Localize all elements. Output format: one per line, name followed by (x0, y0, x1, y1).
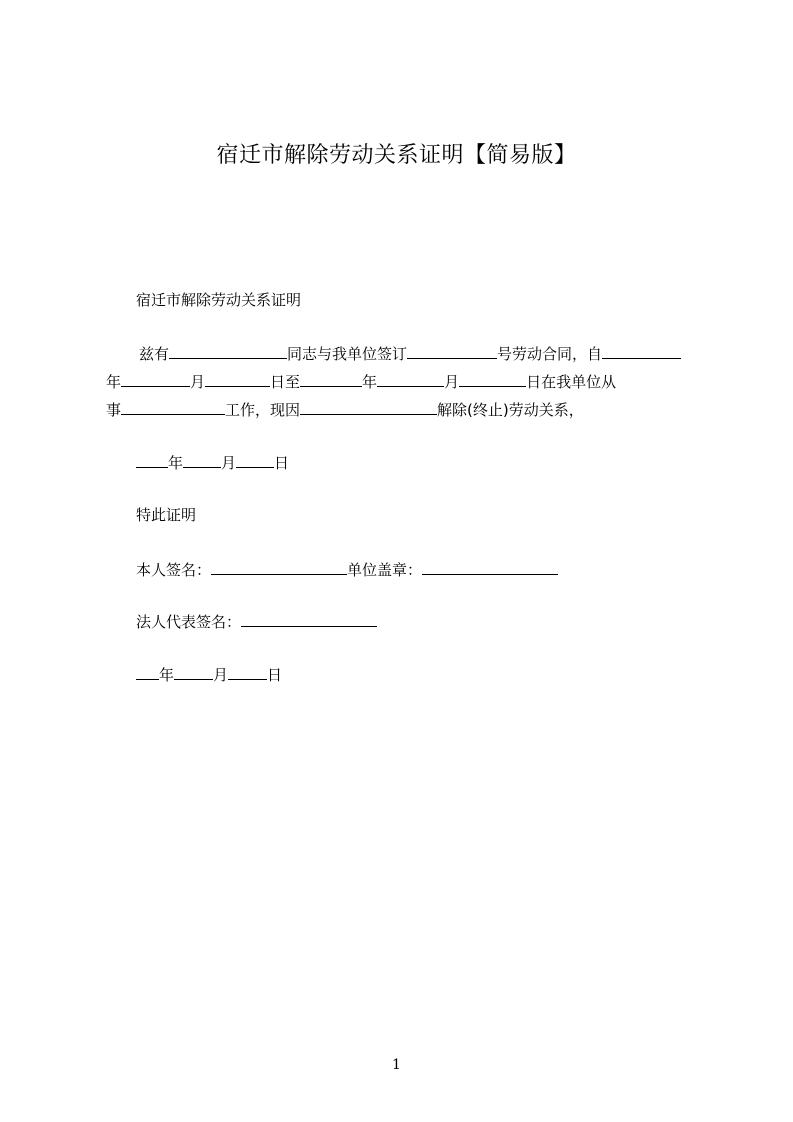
subtitle: 宿迁市解除劳动关系证明 (136, 291, 302, 309)
body-text: 事 (106, 401, 122, 419)
date-day-label: 日 (267, 666, 283, 684)
date-line-2 (136, 664, 282, 686)
body-text: 兹有 (139, 345, 170, 363)
start-year-value-blank (121, 371, 190, 387)
body-line-2 (106, 371, 616, 393)
date-line-1 (136, 452, 289, 474)
body-text: 日在我单位从 (526, 373, 617, 391)
date-month-blank (174, 664, 213, 680)
date-month-blank (183, 452, 221, 468)
legal-rep-blank (241, 611, 377, 627)
body-text: 年 (362, 373, 378, 391)
seal-blank (422, 559, 558, 575)
body-text: 解除(终止)劳动关系， (437, 401, 584, 419)
body-text: 同志与我单位签订 (287, 345, 408, 363)
body-text: 月 (190, 373, 206, 391)
start-year-blank (602, 343, 681, 359)
seal-label: 单位盖章： (347, 561, 423, 579)
body-text: 日至 (270, 373, 301, 391)
legal-rep-label: 法人代表签名： (136, 613, 242, 631)
end-year-blank (300, 371, 362, 387)
date-day-blank (228, 664, 267, 680)
date-year-blank (136, 664, 159, 680)
name-blank (169, 343, 287, 359)
date-month-label: 月 (213, 666, 229, 684)
body-line-3 (106, 399, 584, 421)
signature-line (136, 559, 558, 581)
body-text: 月 (444, 373, 460, 391)
date-day-label: 日 (274, 454, 290, 472)
signature-blank (211, 559, 347, 575)
reason-blank (300, 399, 437, 415)
document-title: 宿迁市解除劳动关系证明【简易版】 (216, 143, 577, 168)
end-month-blank (377, 371, 444, 387)
end-day-blank (459, 371, 526, 387)
start-month-blank (205, 371, 270, 387)
date-year-blank (136, 452, 168, 468)
signature-label: 本人签名： (136, 561, 212, 579)
legal-rep-line (136, 611, 377, 633)
date-month-label: 月 (221, 454, 237, 472)
body-line-1 (139, 343, 681, 365)
job-blank (121, 399, 225, 415)
body-text: 号劳动合同，自 (497, 345, 603, 363)
body-text: 工作，现因 (225, 401, 301, 419)
date-year-label: 年 (168, 454, 184, 472)
contract-number-blank (407, 343, 497, 359)
certify-text: 特此证明 (136, 506, 197, 524)
date-day-blank (236, 452, 274, 468)
body-text: 年 (106, 373, 122, 391)
page-number: 1 (392, 1057, 401, 1073)
date-year-label: 年 (159, 666, 175, 684)
